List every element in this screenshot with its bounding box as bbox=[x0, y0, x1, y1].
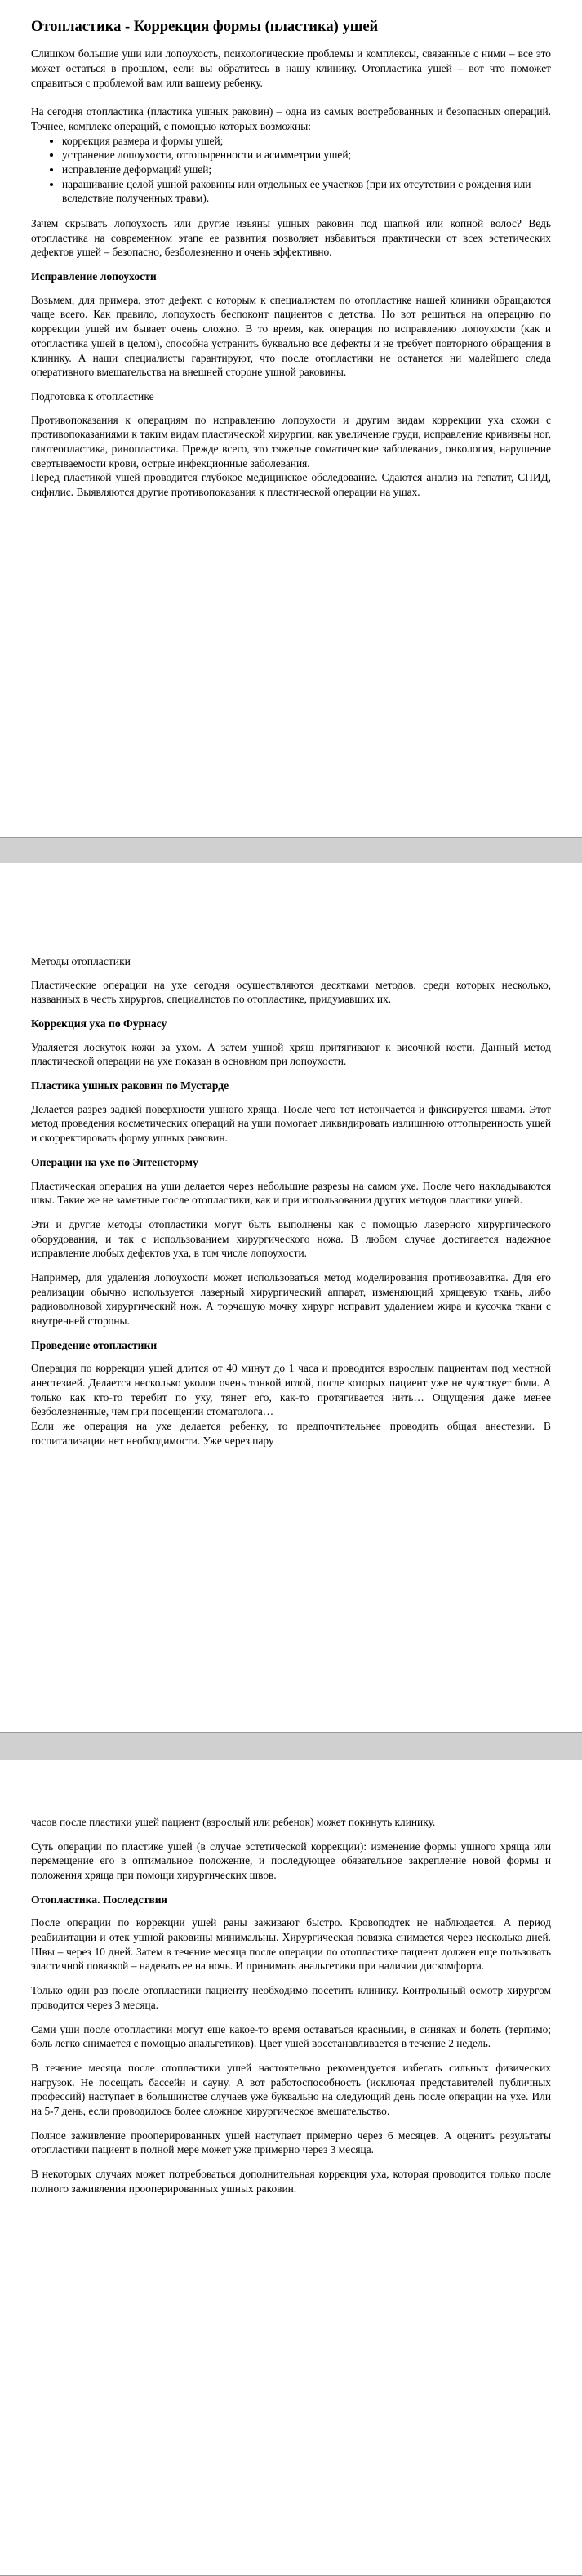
procedure-paragraph: Операция по коррекции ушей длится от 40 минут до 1 часа и проводится взрослым пациентам под местной анестезией. Делается несколько уколов очень тонкой иглой, после которых пациент уже не чувствует боли. А только как кто-то теребит по уху, тянет его, как-то протягивается нить… Ощущения даже менее безболезненные, чем при посещении стоматолога… bbox=[31, 1362, 551, 1418]
list-item: • наращивание целой ушной раковины или отдельных ее участков (при их отсутствии с рождения или вследствие полученных травм). bbox=[62, 177, 551, 206]
section-heading-procedure: Проведение отопластики bbox=[31, 1338, 158, 1351]
method-2-paragraph: Делается разрез задней поверхности ушного хряща. После чего тот истончается и фиксируется швами. Этот метод проведения косметических операций на уши помогает ликвидировать излишнюю оттопыренность ушей и скорректировать форму ушных раковин. bbox=[31, 1102, 551, 1145]
document-page-2 bbox=[0, 863, 582, 1733]
laser-paragraph: Эти и другие методы отопластики могут быть выполнены как с помощью лазерного хирургического оборудования, и так с использованием хирургического ножа. В любом случае достигается надежное исправление любых дефектов уха, в том числе лопоухости. bbox=[31, 1217, 551, 1260]
prep-paragraph-2: Перед пластикой ушей проводится глубокое медицинское обследование. Сдаются анализ на гепатит, СПИД, сифилис. Выявляются другие противопоказания к пластической операции на ушах. bbox=[31, 471, 551, 499]
procedure-paragraph-2: Если же операция на ухе делается ребенку, то предпочтительнее проводить общая анестезии. В госпитализации нет необходимости. Уже через пару bbox=[31, 1420, 551, 1447]
list-item: • устранение лопоухости, оттопыренности и асимметрии ушей; bbox=[62, 148, 551, 162]
page-separator bbox=[0, 1733, 582, 1760]
extra-paragraph: В некоторых случаях может потребоваться дополнительная коррекция уха, которая проводится только после полного заживления прооперированных ушных раковин. bbox=[31, 2168, 551, 2195]
section-heading-protruding: Исправление лопоухости bbox=[31, 270, 157, 283]
why-hide-paragraph: Зачем скрывать лопоухость или другие изъяны ушных раковин под шапкой или копной волос? Ведь отопластика на современном этапе ее развития позволяет избавиться практически от всех эстетических дефектов ушей – безопасно, безболезненно и очень эффективно. bbox=[31, 217, 551, 259]
protruding-paragraph: Возьмем, для примера, этот дефект, с которым к специалистам по отопластике нашей клиники обращаются чаще всего. Как правило, лопоухость беспокоит пациентов с детства. Но вот решиться на операцию по коррекции ушей им бывает очень сложно. В то время, как операция по исправлению лопоухости (как и отопластика ушей в целом), способна устранить буквально все дефекты и не требует повторного обращения в клинику. А наши специалисты гарантируют, что после отопластики не останется ни малейшего следа оперативного вмешательства на внешней стороне ушной раковины. bbox=[31, 293, 551, 379]
today-paragraph: На сегодня отопластика (пластика ушных раковин) – одна из самых востребованных и безопасных операций. Точнее, комплекс операций, с помощью которых возможны: bbox=[31, 105, 551, 132]
list-item: • коррекция размера и формы ушей; bbox=[62, 134, 551, 149]
method-1-paragraph: Удаляется лоскуток кожи за ухом. А затем ушной хрящ притягивают к височной кости. Данный метод пластической операции на ухе показан в основном при лопоухости. bbox=[31, 1040, 551, 1068]
method-3-paragraph: Пластическая операция на уши делается через небольшие разрезы на самом ухе. После чего накладываются швы. Такие же не заметные после отопластики, как и при использовании других методов пластики ушей. bbox=[31, 1179, 551, 1207]
healing-paragraph: Полное заживление прооперированных ушей наступает примерно через 6 месяцев. А оценить результаты отопластики пациент в полной мере может уже примерно через 3 месяца. bbox=[31, 2129, 551, 2156]
month-paragraph: В течение месяца после отопластики ушей настоятельно рекомендуется избегать сильных физических нагрузок. Не посещать бассейн и сауну. А вот работоспособность (исключая представителей публичных профессий) наступает в большинстве случаев уже буквально на следующий день после операции на ухе. Или на 5-7 день, если проводилось более сложное хирургическое вмешательство. bbox=[31, 2061, 551, 2117]
visits-paragraph: Только один раз после отопластики пациенту необходимо посетить клинику. Контрольный осмотр хирургом проводится через 3 месяца. bbox=[31, 1984, 551, 2011]
document-title: Отопластика - Коррекция формы (пластика) ушей bbox=[31, 19, 379, 35]
intro-paragraph: Слишком большие уши или лопоухость, психологические проблемы и комплексы, связанные с ними – все это может остаться в прошлом, если вы обратитесь в нашу клинику. Отопластика ушей – вот что поможет справиться с проблемой вам или вашему ребенку. bbox=[31, 47, 551, 89]
method-3-title: Операции на ухе по Энтенсторму bbox=[31, 1155, 198, 1168]
list-item: • исправление деформаций ушей; bbox=[62, 162, 551, 177]
section-heading-after: Отопластика. Последствия bbox=[31, 1893, 167, 1906]
after-paragraph: После операции по коррекции ушей раны заживают быстро. Кровоподтек не наблюдается. А период реабилитации и отек ушной раковины минимальны. Хирургическая повязка снимается через несколько дней. Швы – через 10 дней. Затем в течение месяца после операции по отопластике пациент должен еще пользовать эластичной повязкой – надевать ее на ночь. И принимать анальгетики при наличии дискомфорта. bbox=[31, 1916, 551, 1973]
possibilities-list bbox=[31, 134, 551, 206]
method-2-title: Пластика ушных раковин по Мустарде bbox=[31, 1079, 229, 1092]
method-1-title: Коррекция уха по Фурнасу bbox=[31, 1017, 167, 1030]
document-page-3 bbox=[0, 1760, 582, 2576]
prep-paragraph: Противопоказания к операциям по исправлению лопоухости и другим видам коррекции уха схожи с противопоказаниями к таким видам пластической хирургии, как увеличение груди, исправление кривизны ног, глютеопластика, ринопластика. Прежде всего, это тяжелые соматические заболевания, онкология, нарушение свертываемости крови, острые инфекционные заболевания. bbox=[31, 413, 551, 469]
page-separator bbox=[0, 838, 582, 863]
example-paragraph: Например, для удаления лопоухости может использоваться метод моделирования противозавитка. Для его реализации обычно используется лазерный хирургический аппарат, изменяющий хрящевую ткань, либо радиоволновой хирургический нож. А торчащую мочку хирург исправит удалением жира и кусочка ткани с внутренней стороны. bbox=[31, 1270, 551, 1327]
document-page-1 bbox=[0, 0, 582, 838]
section-heading-prep: Подготовка к отопластике bbox=[31, 389, 154, 403]
redness-paragraph: Сами уши после отопластики могут еще какое-то время оставаться красными, в синяках и болеть (терпимо; боль легко снимается с помощью анальгетиков). Цвет ушей восстанавливается в течение 2 недель. bbox=[31, 2022, 551, 2050]
continuation-paragraph: часов после пластики ушей пациент (взрослый или ребенок) может покинуть клинику. bbox=[31, 1816, 436, 1828]
section-heading-methods: Методы отопластики bbox=[31, 955, 131, 968]
essence-paragraph: Суть операции по пластике ушей (в случае эстетической коррекции): изменение формы ушного хряща или перемещение его в оптимальное положение, и последующее обязательное закрепление новой формы и положения хряща при помощи хирургических швов. bbox=[31, 1840, 551, 1882]
methods-paragraph: Пластические операции на ухе сегодня осуществляются десятками методов, среди которых несколько, названных в честь хирургов, специалистов по отопластике, придумавших их. bbox=[31, 978, 551, 1006]
